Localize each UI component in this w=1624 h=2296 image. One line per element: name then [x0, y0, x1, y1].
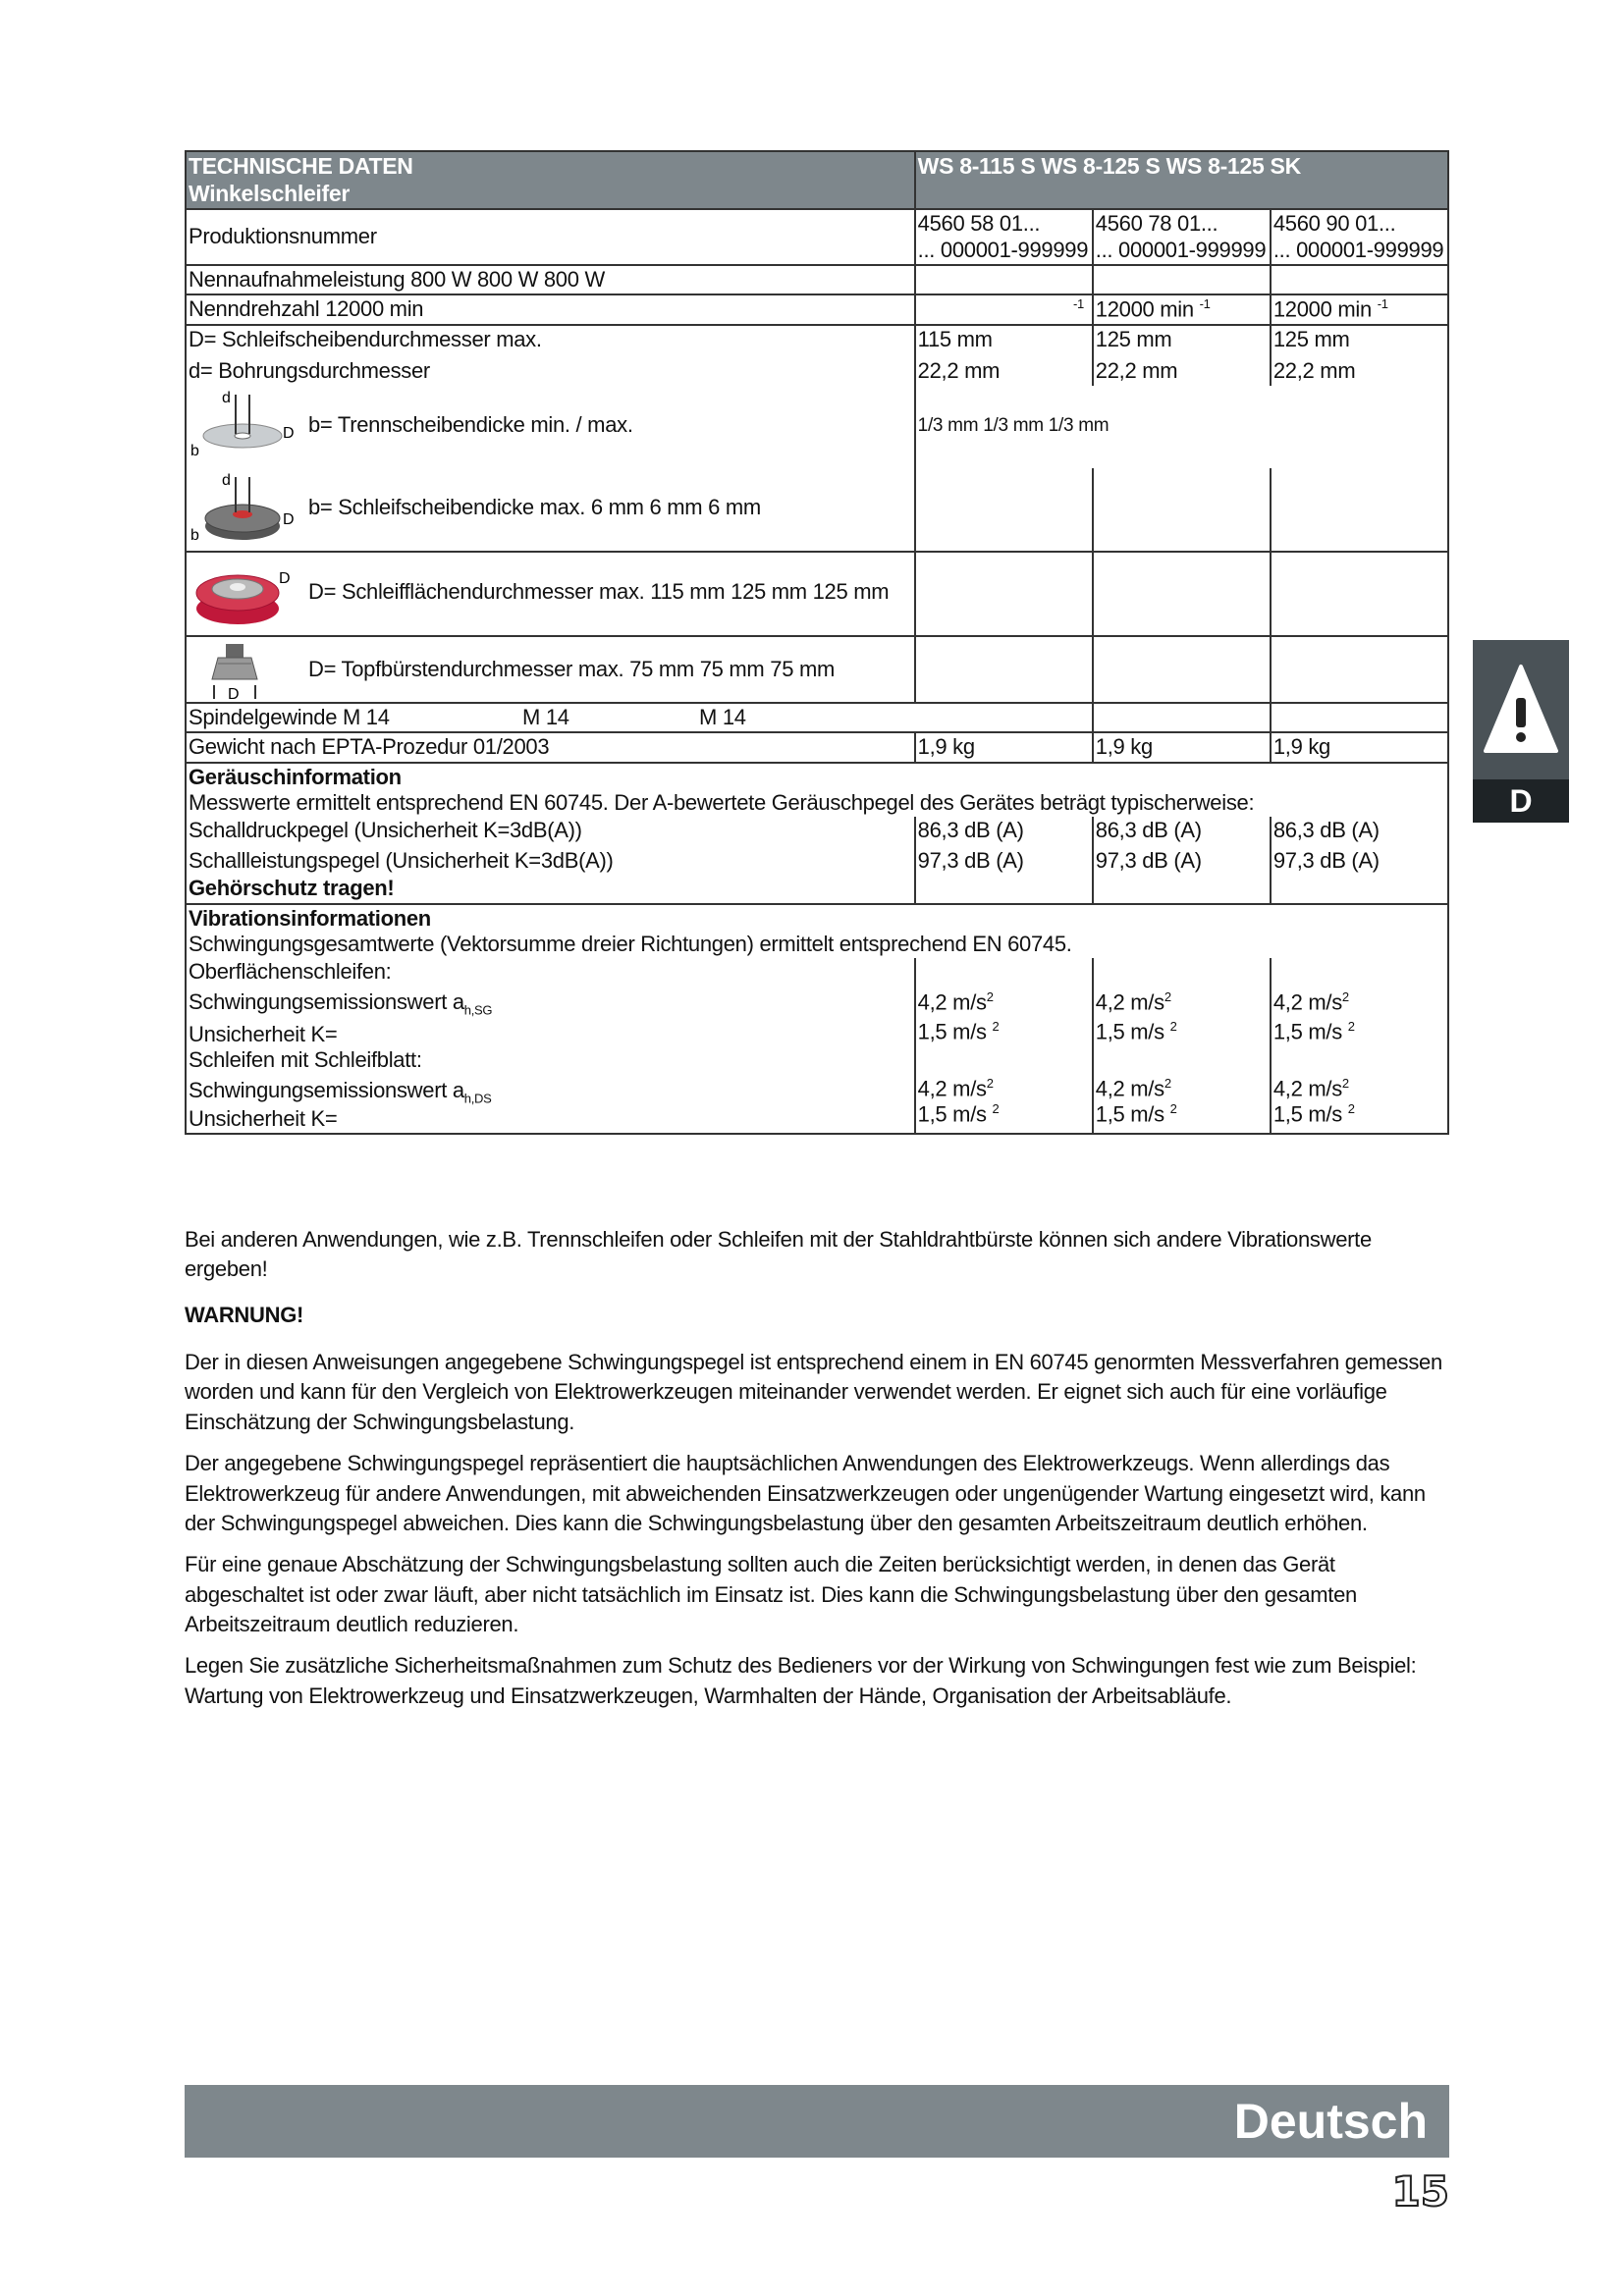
D-label: D= Schleifscheibendurchmesser max. — [189, 327, 542, 352]
vibration-values-2: 4,2 $m/s^2$ 1,5 m/s $^2$ 4,2 $m/s^2$ 1,5 m/s $^2$ — [1093, 958, 1271, 1134]
spindel: Spindelgewinde M 14 — [189, 704, 390, 729]
table-row: D= Schleifscheibendurchmesser max. d= Bohrungsdurchmesser 115 mm 22,2 mm 125 mm 22,2 mm 125 mm 22,2 mm — [186, 325, 1448, 386]
language-side-tab — [1473, 640, 1569, 823]
produktion-value-1: 4560 58 01... ... 000001-999999 — [915, 209, 1093, 265]
header-title: TECHNISCHE DATEN — [189, 153, 413, 179]
table-row — [186, 265, 1448, 294]
table-row — [186, 636, 1448, 703]
svg-text:D: D — [279, 569, 291, 587]
flap-disc-icon — [189, 554, 297, 630]
page-number: 15 — [1391, 2167, 1449, 2216]
note-paragraph: Legen Sie zusätzliche Sicherheitsmaßnahmen zum Schutz des Bedieners vor der Wirkung von Schwingungen fest wie zum Beispiel: Wartung von Elektrowerkzeug und Einsatzwerkzeugen, Warmhalten der Hände, Organisation der Arbeitsabläufe. — [185, 1653, 1417, 1708]
trenn-label: b= Trennscheibendicke min. / max. — [308, 411, 633, 437]
table-row: Gewicht nach EPTA-Prozedur 01/2003 1,9 kg 1,9 kg 1,9 kg — [186, 732, 1448, 762]
vibration-section — [186, 904, 1448, 959]
notes-section — [185, 1225, 1451, 1723]
produktion-value-3: 4560 90 01... ... 000001-999999 — [1271, 209, 1448, 265]
note-paragraph: Für eine genaue Abschätzung der Schwingungsbelastung sollten auch die Zeiten berücksichtigt werden, in denen das Gerät abgeschaltet ist oder zwar läuft, aber nicht tatsächlich im Einsatz ist. Dies kann die Schwingungsbelastung über den gesamten Arbeitszeitraum deutlich reduzieren. — [185, 1552, 1357, 1636]
cup-brush-icon — [189, 638, 297, 701]
svg-text:b: b — [190, 442, 199, 459]
language-letter: D — [1473, 779, 1569, 823]
vibration-values-3: 4,2 $m/s^2$ 1,5 m/s $^2$ 4,2 $m/s^2$ 1,5 m/s $^2$ — [1271, 958, 1448, 1134]
warning-heading: WARNUNG! — [185, 1302, 304, 1327]
table-row: Nenndrehzahl 12000 min $^{-1}$ 12000 min $^{-1}$ 12000 min $^{-1}$ — [186, 294, 1448, 325]
note-paragraph: Der angegebene Schwingungspegel repräsentiert die hauptsächlichen Anwendungen des Elektrowerkzeugs. Wenn allerdings das Elektrowerkzeug für andere Anwendungen, mit abweichenden Einsatzwerkzeugen oder ungenügender Wartung eingesetzt wird, kann der Schwingungspegel abweichen. Dies kann die Schwingungsbelastung über den gesamten Arbeitszeitraum deutlich erhöhen. — [185, 1451, 1426, 1535]
noise-section — [186, 763, 1448, 818]
svg-text:d: d — [222, 389, 231, 406]
header-title-cell — [186, 151, 915, 209]
d-label: d= Bohrungsdurchmesser — [189, 358, 430, 384]
vibration-title: Vibrationsinformationen — [189, 905, 431, 931]
table-row — [186, 468, 1448, 552]
gewicht-label: Gewicht nach EPTA-Prozedur 01/2003 — [186, 732, 915, 762]
cutting-disc-icon — [189, 387, 297, 463]
svg-text:D: D — [283, 424, 295, 442]
topf-label: D= Topfbürstendurchmesser max. 75 mm 75 mm 75 mm — [308, 656, 835, 681]
table-header-row — [186, 151, 1448, 209]
schleif-label: b= Schleifscheibendicke max. 6 mm 6 mm 6 mm — [308, 494, 761, 519]
note-paragraph: Der in diesen Anweisungen angegebene Schwingungspegel ist entsprechend einem in EN 60745 genormten Messverfahren gemessen worden und kann für den Vergleich von Elektrowerkzeugen miteinander verwendet werden. Er eignet sich auch für eine vorläufige Einschätzung der Schwingungsbelastung. — [185, 1350, 1442, 1434]
table-row — [186, 386, 1448, 468]
svg-text:D: D — [283, 510, 295, 528]
noise-title: Geräuschinformation — [189, 764, 402, 789]
svg-text:b: b — [190, 526, 199, 544]
grinding-disc-icon — [189, 469, 297, 546]
nenndrehzahl-sup-1: -1 — [1072, 296, 1084, 312]
produktion-value-2: 4560 78 01... ... 000001-999999 — [1093, 209, 1271, 265]
table-row: Schalldruckpegel (Unsicherheit K=3dB(A)) Schallleistungspegel (Unsicherheit K=3dB(A)) Gehörschutz tragen! 86,3 dB (A) 97,3 dB (A) 86,3 dB (A) 97,3 dB (A) 86,3 dB (A) 97,3 dB (A) — [186, 817, 1448, 903]
vibration-values-1: 4,2 $m/s^2$ 1,5 m/s $^2$ 4,2 $m/s^2$ 1,5 m/s $^2$ — [915, 958, 1093, 1134]
table-row: Oberflächenschleifen: Schwingungsemissionswert $a_{h,SG}$ Unsicherheit K= Schleifen mit Schleifblatt: Schwingungsemissionswert $a_{h,DS}$ Unsicherheit K= 4,2 $m/s^2$ 1,5 m/s $^2$ 4,2 $m/s^2$ 1,5 m/s $^2$ 4,2 $m/s^2$ 1,5 m/s $^2$ 4,2 $m/s^2$ 1,5 m/s $^2$ 4,2 $m/s^2$ 1,5 m/s $^2$ 4,2 $m/s^2$ 1,5 m/s $^2$ — [186, 958, 1448, 1134]
technical-data-table — [185, 150, 1449, 1135]
schleifflaeche-label: D= Schleifflächendurchmesser max. 115 mm 125 mm 125 mm — [308, 578, 890, 604]
trenn-values: 1/3 mm 1/3 mm 1/3 mm — [915, 386, 1448, 468]
note-other-applications: Bei anderen Anwendungen, wie z.B. Trennschleifen oder Schleifen mit der Stahldrahtbürste können sich andere Vibrationswerte ergeben! — [185, 1227, 1372, 1282]
svg-text:d: d — [222, 471, 231, 489]
nennaufnahme: Nennaufnahmeleistung 800 W 800 W 800 W — [186, 265, 915, 294]
produktion-label: Produktionsnummer — [186, 209, 915, 265]
footer-language-bar: Deutsch — [185, 2085, 1449, 2158]
svg-text:D: D — [228, 685, 240, 701]
nenndrehzahl-value-3: 12000 min — [1272, 296, 1372, 322]
gehoer: Gehörschutz tragen! — [189, 876, 395, 901]
table-row: Spindelgewinde M 14 M 14 M 14 — [186, 703, 1448, 732]
noise-intro: Messwerte ermittelt entsprechend EN 60745. Der A-bewertete Geräuschpegel des Gerätes beträgt typischerweise: — [189, 790, 1255, 816]
nenndrehzahl-value-2: 12000 min — [1095, 296, 1194, 322]
table-row — [186, 552, 1448, 636]
header-models: WS 8-115 S WS 8-125 S WS 8-125 SK — [915, 151, 1448, 209]
nenndrehzahl: Nenndrehzahl 12000 min — [186, 294, 915, 325]
table-row — [186, 209, 1448, 265]
header-subtitle: Winkelschleifer — [189, 180, 351, 206]
warning-triangle-icon — [1482, 661, 1560, 759]
vibration-intro: Schwingungsgesamtwerte (Vektorsumme dreier Richtungen) ermittelt entsprechend EN 60745. — [189, 931, 1072, 956]
